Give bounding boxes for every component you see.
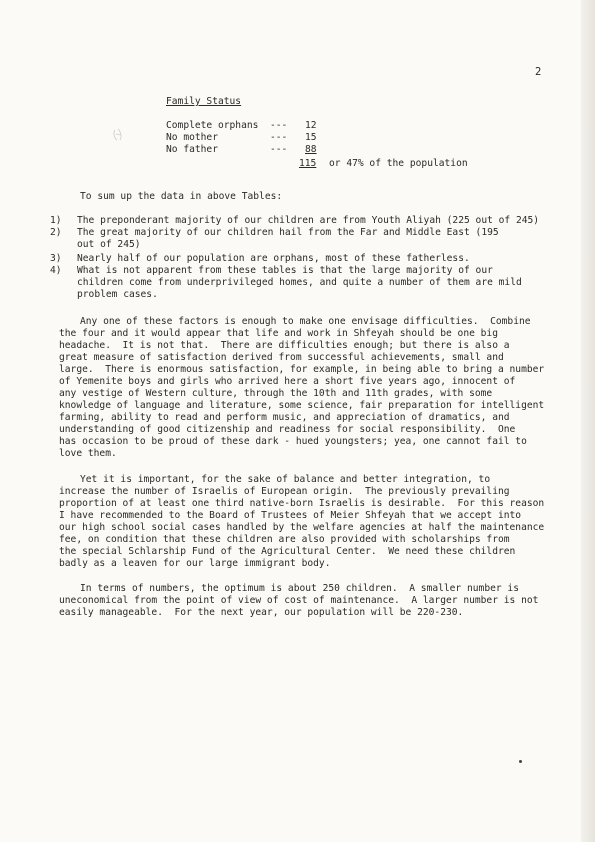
status-row-label: Complete orphans bbox=[166, 120, 259, 131]
status-row-dashes: --- bbox=[270, 132, 288, 143]
paragraph-line: understanding of good citizenship and readiness for social responsibility. One bbox=[59, 424, 516, 435]
summary-item-number: 3) bbox=[50, 253, 62, 264]
ink-speck bbox=[519, 760, 522, 763]
paragraph-line: In terms of numbers, the optimum is about 250 children. A smaller number is bbox=[80, 583, 519, 594]
paragraph-line: Yet it is important, for the sake of balance and better integration, to bbox=[80, 474, 491, 485]
summary-item-line: The great majority of our children hail from the Far and Middle East (195 bbox=[77, 227, 499, 238]
summary-item-number: 1) bbox=[50, 215, 62, 226]
status-row-value: 15 bbox=[305, 132, 317, 143]
paper-edge-shadow bbox=[581, 0, 595, 842]
status-row-dashes: --- bbox=[270, 144, 288, 155]
status-row-label: No mother bbox=[166, 132, 218, 143]
paragraph-line: proportion of at least one third native-born Israelis is desirable. For this reason bbox=[59, 498, 545, 509]
status-total: 115 bbox=[299, 158, 317, 169]
summary-intro: To sum up the data in above Tables: bbox=[80, 191, 283, 202]
paragraph-line: our high school social cases handled by the welfare agencies at half the maintenance bbox=[59, 522, 545, 533]
paragraph-line: the four and it would appear that life and work in Shfeyah should be one big bbox=[59, 328, 498, 339]
family-status-heading: Family Status bbox=[166, 96, 242, 107]
summary-item-number: 2) bbox=[50, 227, 62, 238]
status-row-value: 88 bbox=[305, 144, 317, 155]
page-number: 2 bbox=[535, 66, 542, 78]
paragraph-line: great measure of satisfaction derived from successful achievements, small and bbox=[59, 352, 504, 363]
paragraph-line: badly as a leaven for our large immigrant body. bbox=[59, 558, 331, 569]
status-row-label: No father bbox=[166, 144, 218, 155]
status-row-dashes: --- bbox=[270, 120, 288, 131]
summary-item-line: What is not apparent from these tables is that the large majority of our bbox=[77, 265, 493, 276]
paragraph-line: easily manageable. For the next year, our population will be 220-230. bbox=[59, 607, 464, 618]
paragraph-line: fee, on condition that these children are also provided with scholarships from bbox=[59, 534, 510, 545]
summary-item-line: The preponderant majority of our children are from Youth Aliyah (225 out of 245) bbox=[77, 215, 540, 226]
pencil-mark-icon bbox=[112, 128, 124, 142]
paragraph-line: I have recommended to the Board of Trustees of Meier Shfeyah that we accept into bbox=[59, 510, 522, 521]
summary-item-number: 4) bbox=[50, 265, 62, 276]
paragraph-line: Any one of these factors is enough to make one envisage difficulties. Combine bbox=[80, 316, 531, 327]
paragraph-line: any vestige of Western culture, through the 10th and 11th grades, with some bbox=[59, 388, 493, 399]
paragraph-line: the special Schlarship Fund of the Agricultural Center. We need these children bbox=[59, 546, 516, 557]
status-row-value: 12 bbox=[305, 120, 317, 131]
paragraph-line: has occasion to be proud of these dark - hued youngsters; yea, one cannot fail to bbox=[59, 436, 527, 447]
summary-item-line: Nearly half of our population are orphans, most of these fatherless. bbox=[77, 253, 470, 264]
summary-item-line: children come from underprivileged homes, and quite a number of them are mild bbox=[77, 277, 522, 288]
paragraph-line: farming, ability to read and perform music, and appreciation of dramatics, and bbox=[59, 412, 510, 423]
summary-item-line: out of 245) bbox=[77, 239, 141, 250]
paragraph-line: headache. It is not that. There are difficulties enough; but there is also a bbox=[59, 340, 510, 351]
paragraph-line: of Yemenite boys and girls who arrived here a short five years ago, innocent of bbox=[59, 376, 516, 387]
paragraph-line: knowledge of language and literature, some science, fair preparation for intelligent bbox=[59, 400, 545, 411]
status-total-note: or 47% of the population bbox=[329, 158, 468, 169]
paragraph-line: uneconomical from the point of view of cost of maintenance. A larger number is not bbox=[59, 595, 539, 606]
paragraph-line: large. There is enormous satisfaction, for example, in being able to bring a number bbox=[59, 364, 545, 375]
paragraph-line: increase the number of Israelis of European origin. The previously prevailing bbox=[59, 486, 510, 497]
summary-item-line: problem cases. bbox=[77, 289, 158, 300]
paragraph-line: love them. bbox=[59, 448, 117, 459]
